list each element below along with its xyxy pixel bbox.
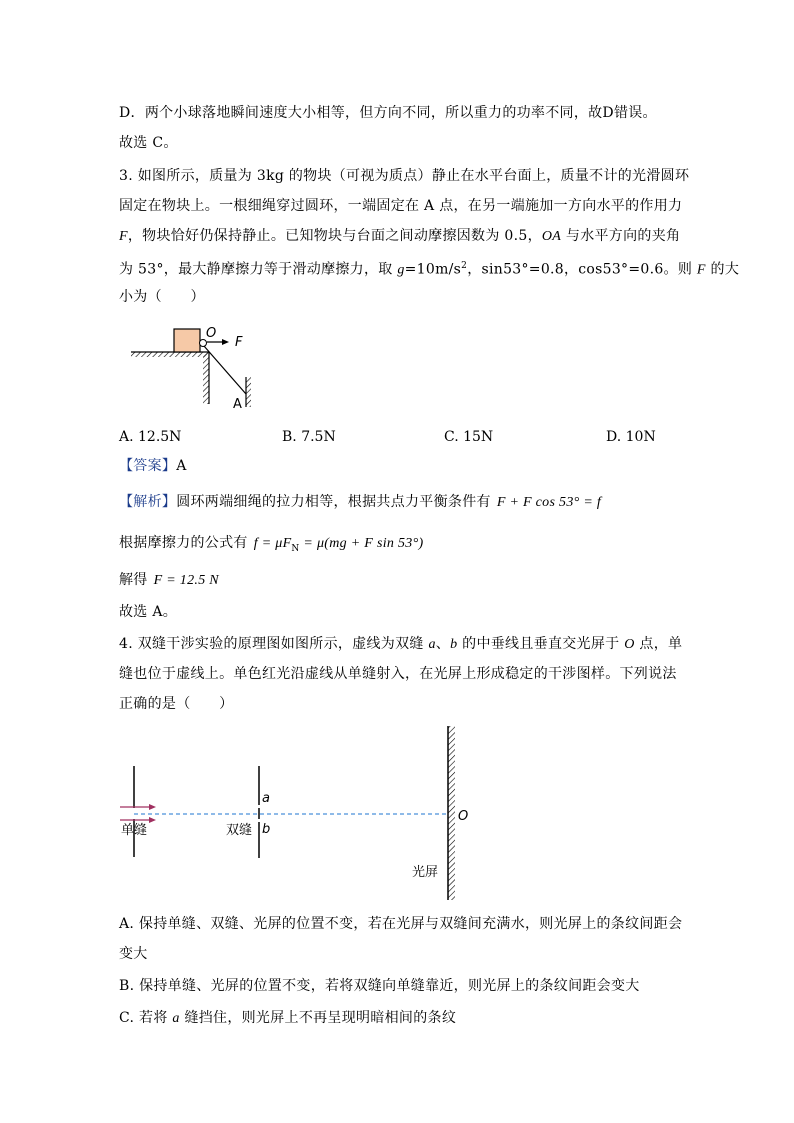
q4-text: 4. 双缝干涉实验的原理图如图所示，虚线为双缝 <box>119 636 429 652</box>
option-a-line1: A. 保持单缝、双缝、光屏的位置不变，若在光屏与双缝间充满水，则光屏上的条纹间距会 <box>119 916 683 932</box>
label-A: A <box>233 397 242 412</box>
option-d-explanation: D．两个小球落地瞬间速度大小相等，但方向不同，所以重力的功率不同，故D错误。 <box>119 105 657 121</box>
table-edge-hatch <box>203 352 209 404</box>
var-F: F <box>696 262 706 278</box>
var-O: O <box>624 637 635 652</box>
q3-stem-line5: 小为（ ） <box>119 289 205 305</box>
choice-d: D. 10N <box>606 429 656 445</box>
option-c-text: C. 若将 <box>119 1010 173 1026</box>
answer-value: A <box>176 458 187 474</box>
var-OA: OA <box>541 229 562 244</box>
var-a: a <box>172 1011 180 1026</box>
label-O: O <box>458 809 469 824</box>
var-F: F <box>119 229 128 244</box>
analysis-tag: 【解析】 <box>119 494 177 510</box>
equation-solve: F = 12.5 N <box>153 573 219 588</box>
option-b: B. 保持单缝、光屏的位置不变，若将双缝向单缝靠近，则光屏上的条纹间距会变大 <box>119 978 640 994</box>
q3-stem-line2: 固定在物块上。一根细绳穿过圆环，一端固定在 A 点，在另一端施加一方向水平的作用力 <box>119 198 683 214</box>
conclusion-a: 故选 A。 <box>119 604 178 620</box>
label-b: b <box>262 822 271 837</box>
q3-text: 的大 <box>705 261 740 278</box>
equation-friction-2: = μ(mg + F sin 53°) <box>299 536 424 551</box>
analysis-text: 圆环两端细绳的拉力相等，根据共点力平衡条件有 <box>176 494 491 510</box>
wall-hatch <box>246 377 251 407</box>
q4-text: 、 <box>435 636 451 652</box>
q3-stem-line4 <box>119 256 739 281</box>
label-single-slit: 单缝 <box>121 823 148 838</box>
label-a: a <box>262 791 270 806</box>
q3-text: =10m/s <box>404 261 462 278</box>
q4-stem-line1 <box>119 634 682 655</box>
q4-text: 的中垂线且垂直交光屏于 <box>457 636 625 652</box>
label-O: O <box>206 326 217 341</box>
subscript-N: N <box>291 543 300 554</box>
q3-stem-line1: 3. 如图所示，质量为 3kg 的物块（可视为质点）静止在水平台面上，质量不计的光滑圆环 <box>119 168 690 184</box>
screen-hatch <box>448 726 455 900</box>
q3-text: ，物块恰好仍保持静止。已知物块与台面之间动摩擦因数为 0.5， <box>127 228 542 244</box>
answer-line <box>119 456 187 476</box>
option-c <box>119 1008 456 1029</box>
label-F: F <box>235 335 243 350</box>
arrowhead <box>149 817 156 823</box>
equation-balance: F + F cos 53° = f <box>496 495 602 510</box>
answer-tag: 【答案】 <box>119 458 177 474</box>
arrowhead <box>222 339 229 345</box>
q4-stem-line2: 缝也位于虚线上。单色红光沿虚线从单缝射入，在光屏上形成稳定的干涉图样。下列说法 <box>119 666 677 682</box>
superscript: 2 <box>461 261 468 271</box>
block <box>174 329 200 352</box>
q3-block-figure <box>125 322 265 412</box>
q4-stem-line3: 正确的是（ ） <box>119 696 234 712</box>
solve-line <box>119 570 219 591</box>
label-screen: 光屏 <box>412 865 439 880</box>
option-c-text: 缝挡住，则光屏上不再呈现明暗相间的条纹 <box>179 1010 457 1026</box>
option-a-line2: 变大 <box>119 946 148 962</box>
q3-text: 与水平方向的夹角 <box>561 228 681 244</box>
analysis-line <box>119 492 601 513</box>
q4-text: 点，单 <box>634 636 683 652</box>
var-a: a <box>428 637 436 652</box>
table-hatch <box>131 352 209 357</box>
choice-a: A. 12.5N <box>119 429 182 445</box>
choice-b: B. 7.5N <box>282 429 336 445</box>
q3-stem-line3 <box>119 226 680 247</box>
friction-text: 根据摩擦力的公式有 <box>119 535 248 551</box>
q3-text: ，sin53°=0.8，cos53°=0.6。则 <box>467 261 697 278</box>
rope-OA <box>204 346 246 394</box>
choice-c: C. 15N <box>444 429 494 445</box>
double-slit-figure <box>118 724 478 904</box>
var-g: g <box>397 262 405 278</box>
q3-text: 为 53°，最大静摩擦力等于滑动摩擦力，取 <box>119 261 398 278</box>
equation-friction: f = μF <box>253 536 292 551</box>
conclusion-c: 故选 C。 <box>119 135 178 151</box>
label-double-slit: 双缝 <box>226 823 253 838</box>
arrowhead <box>149 804 156 810</box>
friction-line <box>119 533 423 559</box>
solve-text: 解得 <box>119 572 148 588</box>
var-b: b <box>450 637 458 652</box>
